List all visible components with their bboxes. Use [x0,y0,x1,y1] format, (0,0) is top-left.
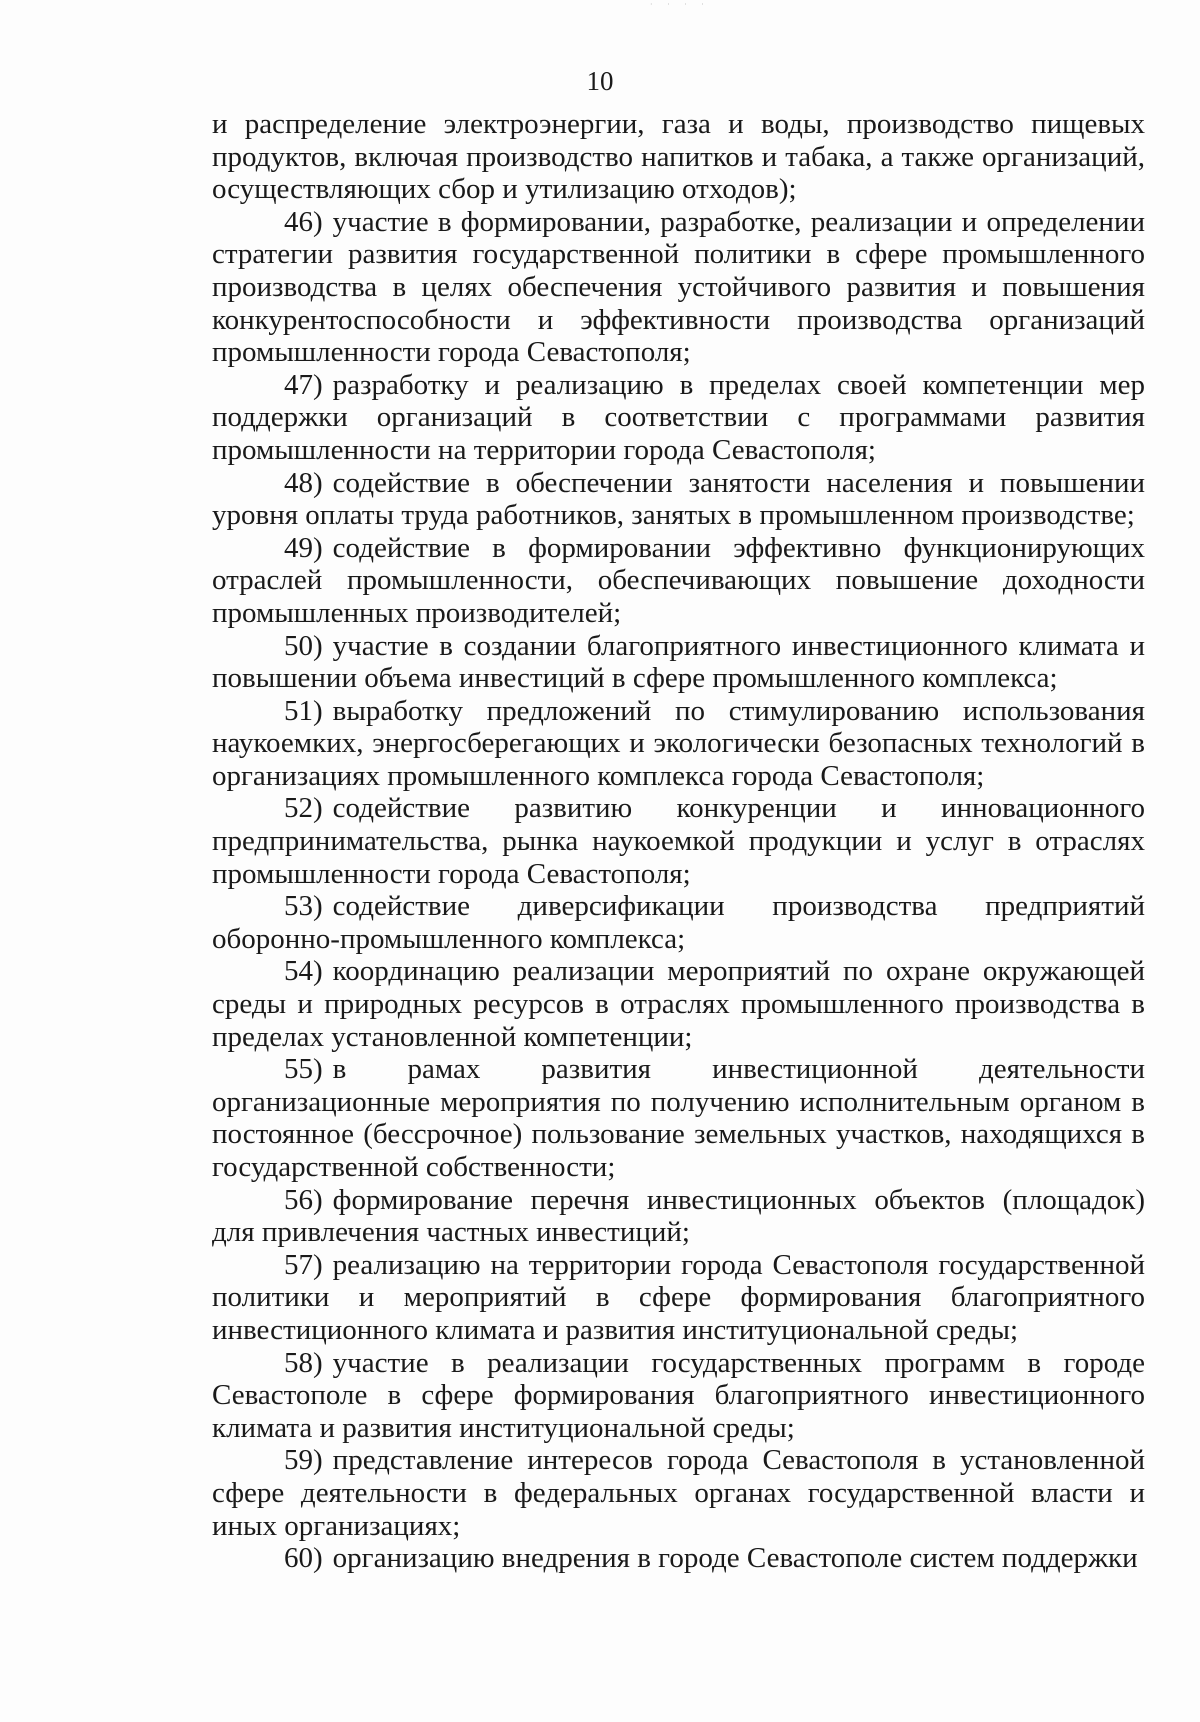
list-item-number: 52) [284,792,323,825]
list-item-number: 60) [284,1542,323,1575]
list-item [212,467,1145,532]
list-item-text: выработку предложений по стимулированию использования наукоемких, энергосберегающих и экологически безопасных технологий в организациях промышленного комплекса города Севастополя; [212,694,1145,792]
list-item-number: 54) [284,955,323,988]
document-body [212,108,1145,1575]
list-item [212,955,1145,1053]
list-item-text: организацию внедрения в городе Севастополе систем поддержки [332,1542,1138,1575]
list-item [212,1053,1145,1183]
list-item-number: 50) [284,629,323,662]
list-item-text: представление интересов города Севастополя в установленной сфере деятельности в федеральных органах государственной власти и иных организациях; [212,1444,1145,1542]
list-item-number: 46) [284,205,323,238]
list-item [212,1444,1145,1542]
list-item-text: содействие в формировании эффективно функционирующих отраслей промышленности, обеспечивающих повышение доходности промышленных производителей; [212,531,1145,629]
list-item-text: участие в создании благоприятного инвестиционного климата и повышении объема инвестиций в сфере промышленного комплекса; [212,629,1145,695]
list-item-number: 49) [284,531,323,564]
list-item-number: 58) [284,1346,323,1379]
list-item [212,1347,1145,1445]
list-item-number: 57) [284,1248,323,1281]
list-item-number: 59) [284,1444,323,1477]
list-item [212,369,1145,467]
scan-artifact-marks: · · · · [650,0,710,9]
list-item [212,1184,1145,1249]
list-item-text: содействие в обеспечении занятости населения и повышении уровня оплаты труда работников, занятых в промышленном производстве; [212,466,1145,532]
list-item [212,1542,1145,1575]
list-item-text: разработку и реализацию в пределах своей компетенции мер поддержки организаций в соответствии с программами развития промышленности на территории города Севастополя; [212,368,1145,466]
list-item-number: 56) [284,1183,323,1216]
list-item [212,206,1145,369]
page-number: 10 [586,66,614,96]
list-item [212,890,1145,955]
list-item-text: содействие развитию конкуренции и инновационного предпринимательства, рынка наукоемкой продукции и услуг в отраслях промышленности города Севастополя; [212,792,1145,890]
list-item [212,630,1145,695]
list-item-text: реализацию на территории города Севастополя государственной политики и мероприятий в сфере формирования благоприятного инвестиционного климата и развития институциональной среды; [212,1248,1145,1346]
list-item-number: 48) [284,466,323,499]
continuation-paragraph: и распределение электроэнергии, газа и воды, производство пищевых продуктов, включая производство напитков и табака, а также организаций, осуществляющих сбор и утилизацию отходов); [212,108,1145,206]
list-item-text: в рамах развития инвестиционной деятельности организационные мероприятия по получению исполнительным органом в постоянное (бессрочное) пользование земельных участков, находящихся в государственной собственности; [212,1053,1145,1183]
list-item-number: 47) [284,368,323,401]
list-item [212,792,1145,890]
list-item [212,1249,1145,1347]
list-item-number: 55) [284,1053,323,1086]
list-item-text: участие в реализации государственных программ в городе Севастополе в сфере формирования благоприятного инвестиционного климата и развития институциональной среды; [212,1346,1145,1444]
list-item [212,532,1145,630]
list-item [212,695,1145,793]
list-item-text: участие в формировании, разработке, реализации и определении стратегии развития государственной политики в сфере промышленного производства в целях обеспечения устойчивого развития и повышения конкурентоспособности и эффективности производства организаций промышленности города Севастополя; [212,205,1145,369]
list-item-text: координацию реализации мероприятий по охране окружающей среды и природных ресурсов в отраслях промышленного производства в пределах установленной компетенции; [212,955,1145,1053]
list-item-text: содействие диверсификации производства предприятий оборонно-промышленного комплекса; [212,890,1145,955]
list-item-text: формирование перечня инвестиционных объектов (площадок) для привлечения частных инвестиций; [212,1183,1145,1249]
list-item-number: 53) [284,890,323,923]
list-item-number: 51) [284,694,323,727]
